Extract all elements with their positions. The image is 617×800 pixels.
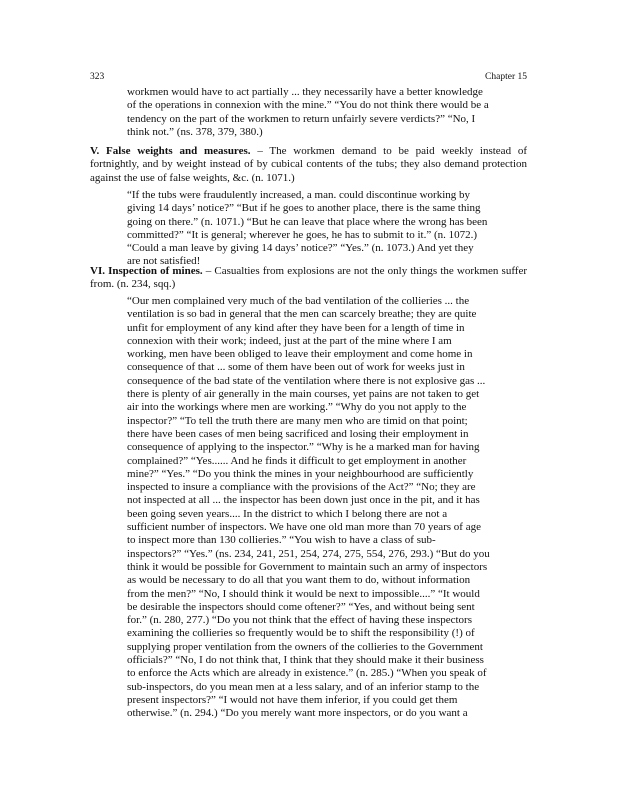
quote-line: not inspected at all ... the inspector has been down just once in the pit, and it has	[127, 494, 480, 507]
quote-line: there have been cases of men being sacrificed and losing their employment in	[127, 427, 469, 440]
quote-line: from the men?” “No, I should think it would be next to impossible....” “It would	[127, 587, 480, 600]
paragraph-text: – The workmen demand to be paid weekly instead of	[257, 145, 527, 157]
quote-line: present inspectors?” “I would not have them inferior, if you could get them	[127, 693, 458, 706]
quote-line: to inspect more than 130 collieries.” “You wish to have a class of sub-	[127, 534, 436, 547]
quote-line: there is plenty of air generally in the main courses, yet pains are not taken to get	[127, 388, 480, 401]
quote-line: “If the tubs were fraudulently increased, a man. could discontinue working by	[127, 189, 471, 201]
quote-line: consequence of the bad state of the ventilation where there is not explosive gas ...	[127, 374, 486, 387]
quote-line: unfit for employment of any kind after they have been for a length of time in	[127, 321, 465, 334]
paragraph-line: from. (n. 234, sqq.)	[90, 278, 176, 291]
quote-line: consequence of that ... some of them have been out of work for weeks just in	[127, 361, 465, 374]
quote-line: workmen would have to act partially ... they necessarily have a better knowledge	[127, 86, 483, 98]
quote-line: air into the workings where men are working.” “Why do you not apply to the	[127, 401, 467, 414]
quote-line: examining the collieries so frequently would be to shift the responsibility (!) of	[127, 627, 475, 640]
quote-line: supplying proper ventilation from the owners of the collieries to the Government	[127, 640, 483, 653]
section-vi-paragraph	[90, 265, 527, 292]
quote-line: ventilation is so bad in general that the men can scarcely breathe; they are quite	[127, 308, 477, 321]
running-header	[90, 72, 527, 84]
quote-line: for.” (n. 280, 277.) “Do you not think that the effect of having these inspectors	[127, 614, 472, 627]
block-quote-3	[90, 295, 527, 721]
quote-line: think it would be possible for Government to maintain such an army of inspectors	[127, 560, 488, 573]
quote-line: going on there.” (n. 1071.) “But he can leave that place where the wrong has been	[127, 215, 488, 228]
quote-line: to enforce the Acts which are already in existence.” (n. 285.) “When you speak of	[127, 667, 487, 680]
block-quote-1	[90, 86, 527, 139]
paragraph-text: – Casualties from explosions are not the only things the workmen suffer	[205, 265, 527, 277]
quote-line: “Our men complained very much of the bad ventilation of the collieries ... the	[127, 295, 470, 307]
quote-line: mine?” “Yes.” “Do you think the mines in your neighbourhood are sufficiently	[127, 467, 474, 480]
chapter-label: Chapter 15	[485, 72, 527, 82]
section-heading: VI. Inspection of mines.	[90, 265, 203, 277]
block-quote-2	[90, 189, 527, 269]
quote-line: of the operations in connexion with the mine.” “You do not think there would be a	[127, 99, 489, 112]
quote-line: be desirable the inspectors should come oftener?” “Yes, and without being sent	[127, 600, 475, 613]
quote-line: connexion with their work; indeed, just at the part of the mine where I am	[127, 334, 452, 347]
paragraph-line	[90, 265, 527, 278]
quote-line: sub-inspectors, do you mean men at a less salary, and of an inferior stamp to the	[127, 680, 480, 693]
paragraph-line: fortnightly, and by weight instead of by cubical contents of the tubs; they also demand protection	[90, 158, 527, 171]
quote-line: inspector?” “To tell the truth there are many men who are timid on that point;	[127, 414, 468, 427]
page-number: 323	[90, 72, 105, 82]
section-heading: V. False weights and measures.	[90, 145, 251, 157]
paragraph-line	[90, 145, 527, 158]
quote-line: been going seven years.... In the district to which I belong there are not a	[127, 507, 448, 520]
quote-line: complained?” “Yes...... And he finds it difficult to get employment in another	[127, 454, 467, 467]
quote-line: giving 14 days’ notice?” “But if he goes to another place, there is the same thing	[127, 202, 481, 215]
quote-line: as would be necessary to do all that you want them to do, without information	[127, 574, 471, 587]
quote-line: inspectors?” “Yes.” (ns. 234, 241, 251, 254, 274, 275, 554, 276, 293.) “But do you	[127, 547, 490, 560]
paragraph-line: against the use of false weights, &c. (n. 1071.)	[90, 171, 295, 184]
section-v-paragraph	[90, 145, 527, 185]
quote-line: “Could a man leave by giving 14 days’ notice?” “Yes.” (n. 1073.) And yet they	[127, 242, 474, 255]
quote-line: officials?” “No, I do not think that, I think that they should make it their business	[127, 654, 484, 667]
quote-line: committed?” “It is general; wherever he goes, he has to submit to it.” (n. 1072.)	[127, 228, 478, 241]
quote-line: inspected to insure a compliance with the provisions of the Act?” “No; they are	[127, 481, 476, 494]
quote-line: consequence of applying to the inspector.” “Why is he a marked man for having	[127, 441, 480, 454]
quote-line: working, men have been obliged to leave their employment and come home in	[127, 348, 473, 361]
quote-line: think not.” (ns. 378, 379, 380.)	[127, 125, 263, 138]
quote-line: sufficient number of inspectors. We have one old man more than 70 years of age	[127, 521, 481, 534]
quote-line: otherwise.” (n. 294.) “Do you merely want more inspectors, or do you want a	[127, 707, 468, 720]
quote-line: are not satisfied!	[127, 255, 201, 268]
quote-line: tendency on the part of the workmen to return unfairly severe verdicts?” “No, I	[127, 112, 476, 125]
